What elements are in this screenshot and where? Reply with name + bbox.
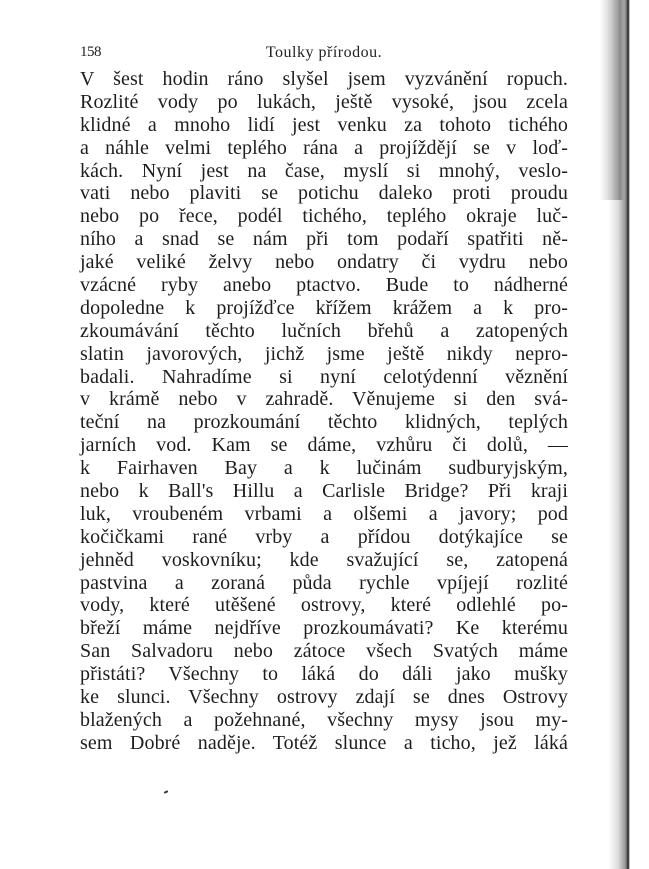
text-line: nebo po řece, podél tichého, teplého okraje luč- — [80, 205, 568, 228]
text-line: kách. Nyní jest na čase, myslí si mnohý, veslo- — [80, 159, 568, 182]
text-line: badali. Nahradíme si nyní celotýdenní věznění — [80, 365, 568, 388]
text-line: vati nebo plaviti se potichu daleko proti proudu — [80, 182, 568, 205]
text-line: dopoledne k projížďce křížem krážem a k pro- — [80, 296, 568, 319]
text-line: ke slunci. Všechny ostrovy zdají se dnes Ostrovy — [80, 686, 568, 709]
text-line: sem Dobré naděje. Totéž slunce a ticho, jež láká — [80, 731, 568, 754]
text-line: luk, vroubeném vrbami a olšemi a javory; pod — [80, 502, 568, 525]
text-line: kočičkami rané vrby a přídou dotýkajíce se — [80, 525, 568, 548]
text-line: v krámě nebo v zahradě. Věnujeme si den svá- — [80, 388, 568, 411]
scan-speck — [164, 790, 168, 794]
text-line: slatin javorových, jichž jsme ještě nikdy nepro- — [80, 342, 568, 365]
text-line: vody, které utěšené ostrovy, které odlehlé po- — [80, 594, 568, 617]
text-line: jaké veliké želvy nebo ondatry či vydru nebo — [80, 251, 568, 274]
text-line: nebo k Ball's Hillu a Carlisle Bridge? Při kraji — [80, 480, 568, 503]
text-line: pastvina a zoraná půda rychle vpíjejí rozlité — [80, 571, 568, 594]
text-line: vzácné ryby anebo ptactvo. Bude to nádherné — [80, 274, 568, 297]
text-line: teční na prozkoumání těchto klidných, teplých — [80, 411, 568, 434]
page-number: 158 — [80, 44, 101, 60]
text-line: Rozlité vody po lukách, ještě vysoké, jsou zcela — [80, 90, 568, 113]
body-text — [80, 68, 568, 755]
text-line: San Salvadoru nebo zátoce všech Svatých máme — [80, 640, 568, 663]
text-line: klidné a mnoho lidí jest venku za tohoto tichého — [80, 113, 568, 136]
running-head — [80, 44, 568, 64]
text-line: ního a snad se nám při tom podaří spatřiti ně- — [80, 228, 568, 251]
text-line: a náhle velmi teplého rána a projíždějí se v loď- — [80, 136, 568, 159]
text-line: jarních vod. Kam se dáme, vzhůru či dolů, — — [80, 434, 568, 457]
text-line: blažených a požehnané, všechny mysy jsou my- — [80, 708, 568, 731]
text-line: zkoumávání těchto lučních břehů a zatopených — [80, 319, 568, 342]
text-line: přistáti? Všechny to láká do dáli jako mušky — [80, 663, 568, 686]
running-title: Toulky přírodou. — [265, 44, 383, 61]
text-line: k Fairhaven Bay a k lučinám sudburyjským, — [80, 457, 568, 480]
text-line: jehněd voskovníku; kde svažující se, zatopená — [80, 548, 568, 571]
text-line: břeží máme nejdříve prozkoumávati? Ke kterému — [80, 617, 568, 640]
text-line: V šest hodin ráno slyšel jsem vyzvánění ropuch. — [80, 68, 568, 90]
binding-shadow — [608, 0, 630, 869]
